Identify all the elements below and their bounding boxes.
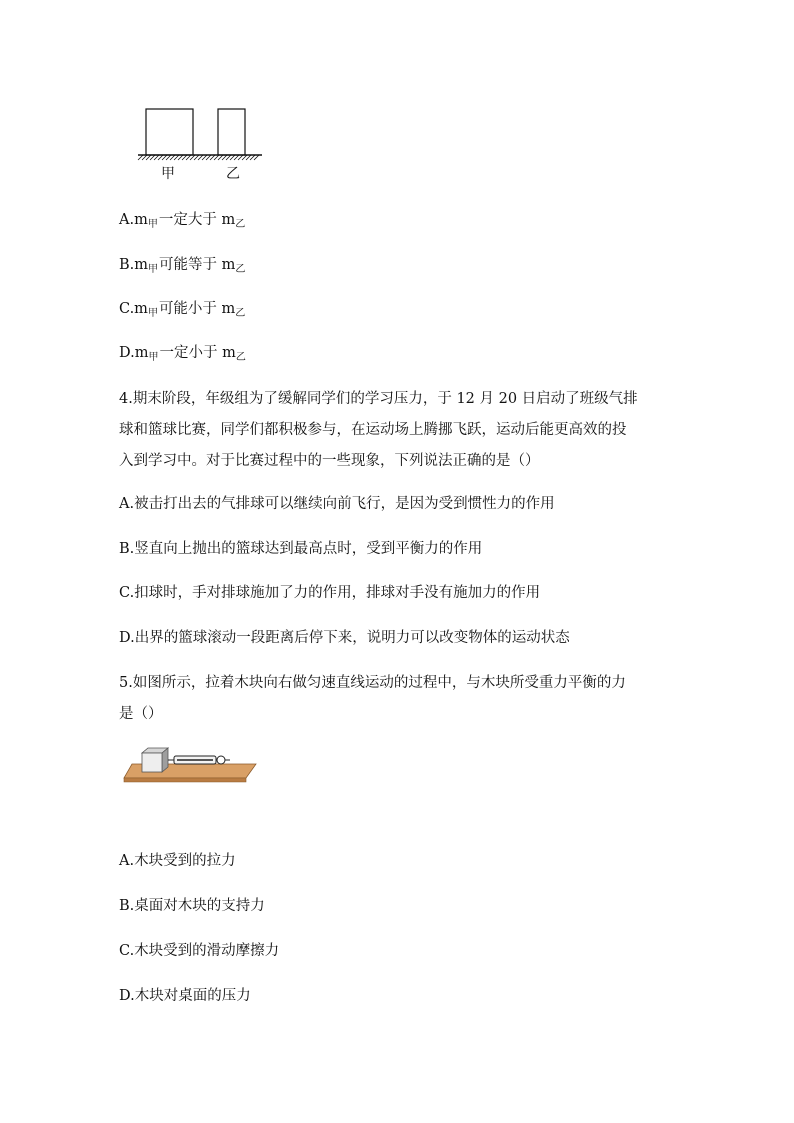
q5-option-b: B.桌面对木块的支持力: [119, 898, 265, 914]
block-front: [142, 753, 162, 772]
q4-option-a: A.被击打出去的气排球可以继续向前飞行，是因为受到惯性力的作用: [119, 496, 555, 512]
q4-stem-line-1: 4.期末阶段，年级组为了缓解同学们的学习压力，于 12 月 20 日启动了班级气排: [119, 391, 638, 407]
q4-stem-line-2: 球和篮球比赛，同学们都积极参与，在运动场上腾挪飞跃，运动后能更高效的投: [119, 422, 627, 438]
q4-option-c: C.扣球时，手对排球施加了力的作用，排球对手没有施加力的作用: [119, 585, 541, 601]
q3-option-a: $A.m_甲$一定大于 $m_乙$: [119, 212, 246, 230]
q3-option-d: $D.m_甲$一定小于 $m_乙$: [119, 345, 246, 363]
label-yi: 乙: [226, 166, 240, 182]
q5-stem-line-1: 5.如图所示，拉着木块向右做匀速直线运动的过程中，与木块所受重力平衡的力: [119, 675, 626, 691]
spring-scale-ring: [217, 756, 225, 764]
q4-stem-line-3: 入到学习中。对于比赛过程中的一些现象，下列说法正确的是（）: [119, 453, 540, 469]
q4-option-d: D.出界的篮球滚动一段距离后停下来，说明力可以改变物体的运动状态: [119, 630, 570, 646]
blocks-figure: [132, 104, 268, 162]
q3-option-b: $B.m_甲$可能等于 $m_乙$: [119, 257, 246, 275]
q5-stem-line-2: 是（）: [119, 706, 163, 722]
q4-option-b: B.竖直向上抛出的篮球达到最高点时，受到平衡力的作用: [119, 541, 483, 557]
table-edge: [124, 778, 246, 782]
block-jia: [146, 109, 193, 155]
q5-option-a: A.木块受到的拉力: [119, 853, 236, 869]
ground-hatching: [138, 155, 259, 160]
label-jia: 甲: [161, 166, 175, 182]
table-block-figure: [120, 742, 260, 786]
q3-option-c: $C.m_甲$可能小于 $m_乙$: [119, 301, 246, 319]
q5-option-c: C.木块受到的滑动摩擦力: [119, 943, 280, 959]
block-yi: [218, 109, 245, 155]
q5-option-d: D.木块对桌面的压力: [119, 988, 251, 1004]
